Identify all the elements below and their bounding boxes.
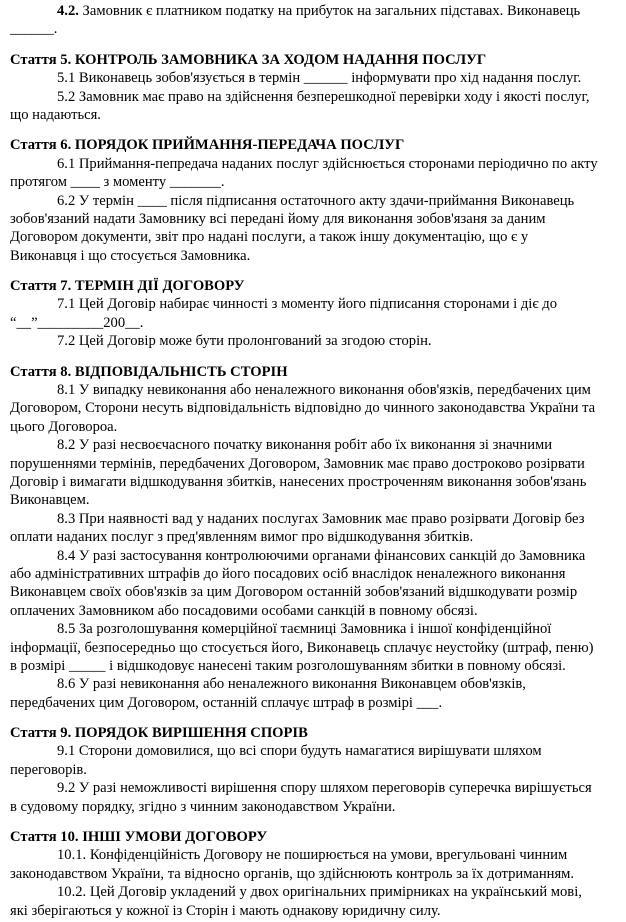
clause-8-2-cont: Договір і вимагати відшкодування збитків, нанесених простроченням виконання зобов'язань (10, 473, 587, 490)
clause-5-2-cont: що надаються. (10, 106, 101, 123)
clause-10-1: 10.1. Конфіденційність Договору не поширюється на умови, врегульовані чинним (57, 847, 568, 864)
clause-8-2: 8.2 У разі несвоєчасного початку виконання робіт або їх виконання зі значними (57, 437, 553, 454)
spacer (10, 265, 622, 277)
clause-8-5-cont: в розмірі _____ і відшкодовує нанесені таким розголошуванням збитки в повному обсязі. (10, 657, 566, 674)
clause-8-4-cont: Виконавцем своїх обов'язків за цим Договором останній зобов'язаний відшкодувати розмір (10, 584, 578, 601)
clause-7-2: 7.2 Цей Договір може бути пролонгований за згодою сторін. (57, 333, 432, 350)
clause-6-1-cont: протягом ____ з моменту _______. (10, 174, 225, 191)
clause-6-2-cont: Виконавця і що стосується Замовника. (10, 247, 251, 264)
section-5-heading: Стаття 5. КОНТРОЛЬ ЗАМОВНИКА ЗА ХОДОМ НАДАННЯ ПОСЛУГ (10, 51, 487, 68)
clause-6-1: 6.1 Приймання-пепредача наданих послуг здійснюється сторонами періодично по акту (57, 155, 598, 172)
clause-8-5-cont: інформації, безпосередньо що стосується його, Виконавець сплачує неустойку (штраф, пеню) (10, 639, 594, 656)
clause-4-2-number: 4.2. (57, 3, 79, 19)
clause-4-2-line-1 (10, 2, 622, 20)
clause-6-2-cont: зобов'язаний надати Замовнику всі передані йому для виконання зобов'язаня за даним (10, 210, 546, 227)
spacer (10, 712, 622, 724)
clause-10-2-cont: які зберігаються у кожної із Сторін і мають однакову юридичну силу. (10, 902, 441, 919)
clause-5-1: 5.1 Виконавець зобов'язується в термін ______ інформувати про хід надання послуг. (57, 70, 582, 87)
clause-5-2: 5.2 Замовник має право на здійснення безперешкодної перевірки ходу і якості послуг, (57, 88, 590, 105)
clause-8-5: 8.5 За розголошування комерційної таємниці Замовника і іншої конфіденційної (57, 621, 552, 638)
clause-4-2-text: Замовник є платником податку на прибуток на загальних підставах. Виконавець (78, 3, 581, 19)
clause-8-3-cont: оплати наданих послуг з пред'явленням вимог про відшкодування збитків. (10, 529, 474, 546)
clause-8-2-cont: порушеннями термінів, передбачених Договором, Замовник має право достроково розірвати (10, 455, 585, 472)
clause-8-4-cont: оплачених Замовником або посадовими особами санкцій в повному обсязі. (10, 602, 478, 619)
clause-9-2: 9.2 У разі неможливості вирішення спору шляхом переговорів суперечка вирішується (57, 780, 592, 797)
clause-8-4: 8.4 У разі застосування контролюючими органами фінансових санкцій до Замовника (57, 547, 586, 564)
clause-8-4-cont: або адміністративних штрафів до його посадових осіб внаслідок неналежного виконання (10, 565, 566, 582)
clause-8-1-cont: цього Договороа. (10, 418, 118, 435)
clause-8-6: 8.6 У разі невиконання або неналежного виконання Виконавцем обов'язків, (57, 676, 526, 693)
section-6-heading: Стаття 6. ПОРЯДОК ПРИЙМАННЯ-ПЕРЕДАЧА ПОСЛУГ (10, 137, 405, 154)
clause-7-1-date: “__”_________200__. (10, 314, 144, 331)
contract-document (10, 2, 622, 920)
spacer (10, 124, 622, 136)
clause-8-6-cont: передбачених цим Договором, останній сплачує штраф в розмірі ___. (10, 694, 443, 711)
clause-6-2: 6.2 У термін ____ після підписання остаточного акту здачи-приймання Виконавець (57, 192, 575, 209)
spacer (10, 816, 622, 828)
clause-6-2-cont: Договором документи, звіт про надані послуги, а також іншу документацію, що є у (10, 229, 529, 246)
clause-10-2: 10.2. Цей Договір укладений у двох оригінальних примірниках на український мові, (57, 884, 582, 901)
clause-9-2-cont: в судовому порядку, згідно з чинним законодавством України. (10, 798, 396, 815)
clause-9-1-cont: переговорів. (10, 761, 87, 778)
clause-8-2-cont: Виконавцем. (10, 492, 90, 509)
spacer (10, 351, 622, 363)
clause-7-1: 7.1 Цей Договір набирає чинності з моменту його підписання сторонами і діє до (57, 296, 557, 313)
clause-10-1-cont: законодавством України, та відносно органів, що здійснюють контроль за їх дотриманням. (10, 865, 575, 882)
spacer (10, 39, 622, 51)
clause-8-1-cont: Договором, Сторони несуть відповідальність відповідно до чинного законодавства України та (10, 400, 596, 417)
clause-9-1: 9.1 Сторони домовилися, що всі спори будуть намагатися вирішувати шляхом (57, 743, 542, 760)
clause-4-2-line-2: ______. (10, 21, 58, 38)
section-9-heading: Стаття 9. ПОРЯДОК ВИРІШЕННЯ СПОРІВ (10, 725, 308, 742)
clause-8-3: 8.3 При наявності вад у наданих послугах Замовник має право розірвати Договір без (57, 510, 585, 527)
section-10-heading: Стаття 10. ІНШІ УМОВИ ДОГОВОРУ (10, 829, 268, 846)
section-7-heading: Стаття 7. ТЕРМІН ДІЇ ДОГОВОРУ (10, 278, 245, 295)
section-8-heading: Стаття 8. ВІДПОВІДАЛЬНІСТЬ СТОРІН (10, 363, 288, 380)
clause-8-1: 8.1 У випадку невиконання або неналежного виконання обов'язків, передбачених цим (57, 382, 591, 399)
